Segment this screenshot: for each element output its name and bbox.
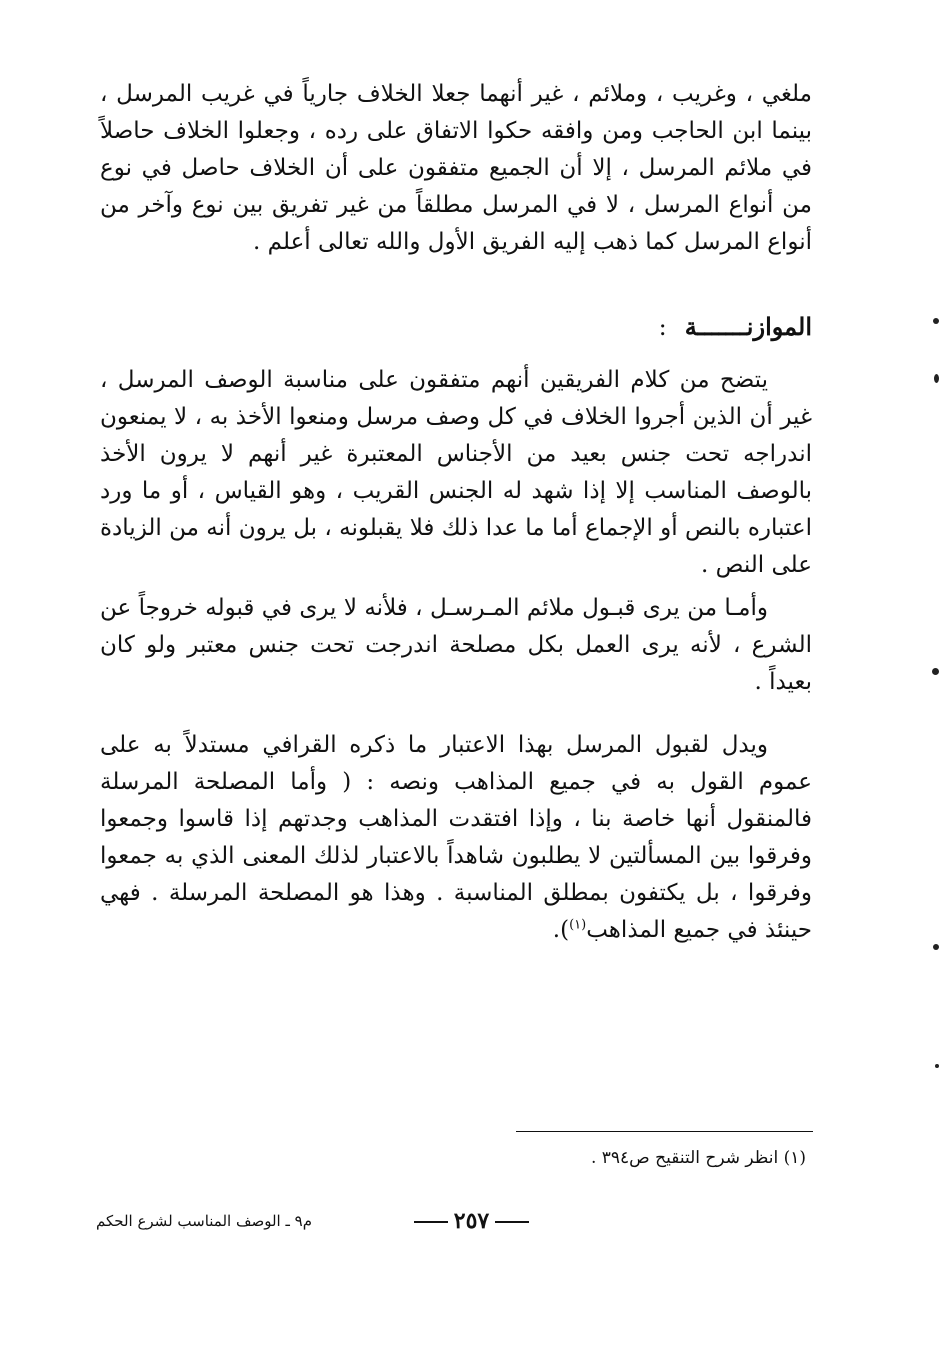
footnote: (١) انظر شرح التنقيح ص٣٩٤ . [590,1148,806,1168]
section-heading-text: الموازنـــــــة [684,312,812,341]
section-heading [659,312,812,341]
footnote-reference: (١) [569,917,587,933]
page-number: ٢٥٧ [453,1208,490,1234]
scan-edge-mark [935,1064,939,1068]
section-heading-colon: : [658,313,667,341]
footer-signature: م٩ ـ الوصف المناسب لشرع الحكم [96,1212,313,1230]
paragraph-2: يتضح من كلام الفريقين أنهم متفقون على مناسبة الوصف المرسل ، غير أن الذين أجروا الخلاف في كل وصف مرسل ومنعوا الأخذ به ، لا يمنعون اندراجه تحت جنس بعيد من الأجناس المعتبرة غير أنهم لا يرون الأخذ بالوصف المناسب إلا إذا شهد له الجنس القريب ، وهو القياس ، أو ما ورد اعتباره بالنص أو الإجماع أما ما عدا ذلك فلا يقبلونه ، بل يرون أنه من الزيادة على النص . [100,367,812,578]
paragraph-1: ملغي ، وغريب ، وملائم ، غير أنهما جعلا الخلاف جارياً في غريب المرسل ، بينما ابن الحاجب ومن وافقه حكوا الاتفاق على رده ، وجعلوا الخلاف حاصلاً في ملائم المرسل ، إلا أن الجميع متفقون على أن الخلاف حاصل في نوع من أنواع المرسل ، لا في المرسل مطلقاً من غير تفريق بين نوع وآخر من أنواع المرسل كما ذهب إليه الفريق الأول والله تعالى أعلم . [100,81,813,255]
paragraph-block-2 [100,362,812,584]
scan-edge-mark [932,668,939,675]
paragraph-4-text: ويدل لقبول المرسل بهذا الاعتبار ما ذكره القرافي مستدلاً به على عموم القول به في جميع المذاهب ونصه : ( وأما المصلحة المرسلة فالمنقول أنها خاصة بنا ، وإذا افتقدت المذاهب وجدتهم إذا قاسوا وجمعوا وفرقوا بين المسألتين لا يطلبون شاهداً بالاعتبار لذلك المعنى الذي به جمعوا وفرقوا ، بل يكتفون بمطلق المناسبة . وهذا هو المصلحة المرسلة . فهي حينئذ في جميع المذاهب [100,732,812,943]
page-number-dash-left [414,1221,448,1223]
scan-edge-mark [933,944,939,950]
paragraph-4-end: ). [552,917,570,943]
paragraph-4 [100,727,812,949]
paragraph-block-3 [100,590,812,701]
scan-edge-mark [933,318,939,324]
paragraph-block-4 [100,727,812,949]
scan-edge-mark [934,374,939,383]
page-number-dash-right [495,1221,529,1223]
paragraph-continuation [100,76,812,261]
footnote-separator [516,1131,813,1132]
paragraph-3: وأمـا من يرى قبـول ملائم المـرسـل ، فلأنه لا يرى في قبوله خروجاً عن الشرع ، لأنه يرى العمل بكل مصلحة اندرجت تحت جنس معتبر ولو كان بعيداً . [100,595,812,695]
